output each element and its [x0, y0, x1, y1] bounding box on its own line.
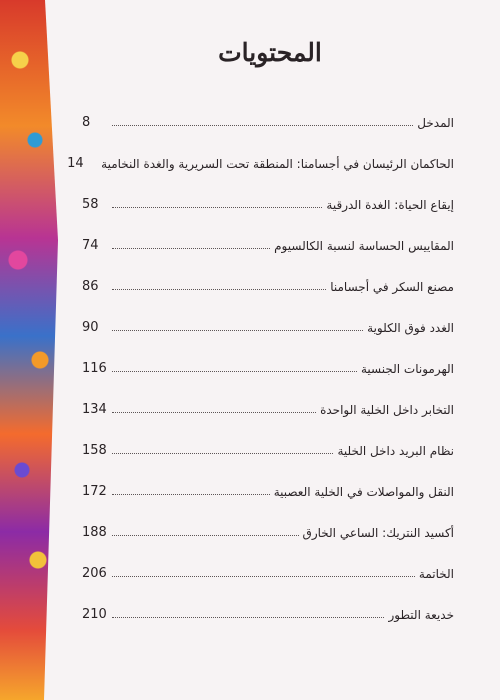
toc-entry[interactable]: [82, 473, 454, 501]
dot-leader: [112, 412, 316, 413]
toc-entry[interactable]: [82, 186, 454, 214]
toc-entry-label: إيقاع الحياة: الغدة الدرقية: [326, 198, 454, 212]
toc-entry-label: الخاتمة: [418, 567, 454, 581]
dot-leader: [112, 371, 357, 372]
toc-entry[interactable]: [82, 309, 454, 337]
toc-entry-label: نظام البريد داخل الخلية: [337, 444, 454, 458]
toc-entry[interactable]: [82, 596, 454, 624]
toc-entry-label: النقل والمواصلات في الخلية العصبية: [273, 485, 454, 499]
toc-entry[interactable]: [67, 145, 454, 173]
toc-page-number: 188: [82, 525, 107, 540]
toc-entry[interactable]: [82, 104, 454, 132]
toc-page-number: 158: [82, 443, 107, 458]
toc-page-number: 74: [82, 238, 99, 253]
toc-entry-label: الحاكمان الرئيسان في أجسامنا: المنطقة تحت السريرية والغدة النخامية: [101, 157, 454, 171]
dot-leader: [112, 248, 270, 249]
toc-page-number: 134: [82, 402, 107, 417]
dot-leader: [112, 576, 415, 577]
toc-entry-label: الهرمونات الجنسية: [361, 362, 454, 376]
dot-leader: [112, 617, 384, 618]
dot-leader: [112, 453, 333, 454]
decorative-side-stripe: [0, 0, 58, 700]
toc-entry[interactable]: [82, 432, 454, 460]
toc-entry[interactable]: [82, 514, 454, 542]
toc-entry[interactable]: [82, 268, 454, 296]
dot-leader: [112, 494, 270, 495]
toc-page-number: 210: [82, 607, 107, 622]
toc-entry[interactable]: [82, 350, 454, 378]
toc-page-number: 58: [82, 197, 99, 212]
toc-entry-label: المقاييس الحساسة لنسبة الكالسيوم: [274, 239, 454, 253]
toc-page-number: 14: [67, 156, 84, 171]
toc-entry-label: مصنع السكر في أجسامنا: [330, 280, 454, 294]
dot-leader: [112, 289, 326, 290]
dot-leader: [112, 330, 363, 331]
toc-page-number: 172: [82, 484, 107, 499]
toc-page-number: 116: [82, 361, 107, 376]
dot-leader: [112, 207, 322, 208]
toc-entry-label: التخابر داخل الخلية الواحدة: [320, 403, 454, 417]
toc-page-number: 8: [82, 115, 91, 130]
toc-entry-label: الغدد فوق الكلوية: [367, 321, 454, 335]
dot-leader: [112, 535, 299, 536]
toc-entry[interactable]: [82, 555, 454, 583]
toc-entry-label: المدخل: [417, 116, 454, 130]
page-title: المحتويات: [218, 38, 322, 67]
table-of-contents: [67, 104, 454, 624]
dot-leader: [112, 125, 413, 126]
toc-page-number: 206: [82, 566, 107, 581]
toc-page-number: 86: [82, 279, 99, 294]
toc-page-number: 90: [82, 320, 99, 335]
toc-entry[interactable]: [82, 227, 454, 255]
toc-entry-label: خديعة التطور: [388, 608, 454, 622]
toc-entry[interactable]: [82, 391, 454, 419]
toc-entry-label: أكسيد النتريك: الساعي الخارق: [302, 526, 454, 540]
